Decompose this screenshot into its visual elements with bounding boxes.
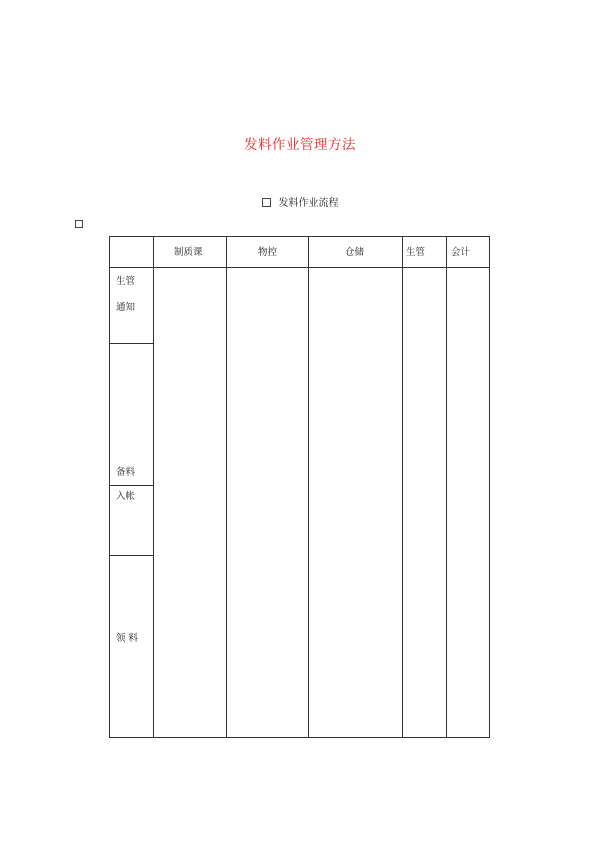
header-divider — [110, 267, 489, 268]
document-title: 发料作业管理方法 — [244, 137, 356, 153]
column-header-zhizhike: 制质课 — [174, 247, 203, 258]
section-title: 发料作业流程 — [278, 198, 339, 209]
row-label-shengguan-tongzhi — [116, 269, 135, 321]
row-label-beiliao: 备料 — [116, 467, 136, 478]
column-divider — [226, 237, 227, 737]
column-header-shengguan: 生管 — [406, 247, 426, 258]
column-header-kuaiji: 会计 — [451, 247, 471, 258]
checkbox-bullet-icon — [262, 198, 271, 207]
row-label-line: 通知 — [116, 302, 136, 313]
row-divider — [110, 555, 153, 556]
row-label-ruzhang: 入帐 — [116, 491, 136, 502]
process-flow-table — [109, 236, 490, 738]
column-header-wukong: 物控 — [258, 247, 278, 258]
column-divider — [308, 237, 309, 737]
row-label-lingliao: 领 料 — [116, 633, 139, 644]
column-divider — [446, 237, 447, 737]
column-divider — [153, 237, 154, 737]
row-divider — [110, 343, 153, 344]
column-header-cangchu: 仓储 — [345, 247, 365, 258]
column-divider — [402, 237, 403, 737]
row-divider — [110, 485, 153, 486]
section-title-wrap — [0, 194, 600, 209]
row-label-line: 生管 — [116, 276, 136, 287]
checkbox-bullet-icon — [75, 220, 83, 228]
